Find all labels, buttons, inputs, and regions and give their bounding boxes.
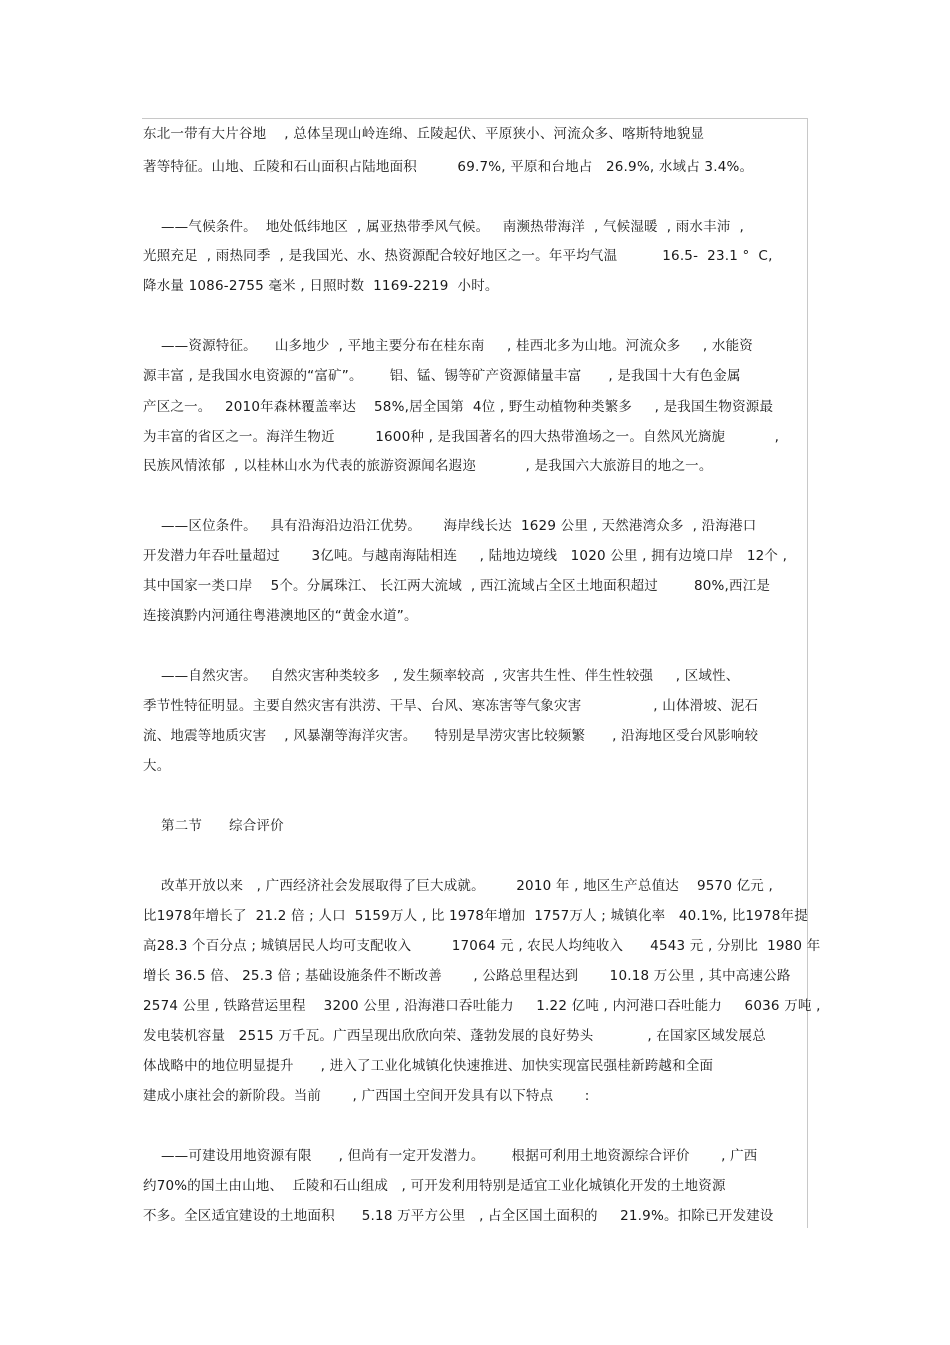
text-line: 发电装机容量 2515 万千瓦。广西呈现出欣欣向荣、蓬勃发展的良好势头 , 在国家区域发展总 [143, 1028, 766, 1044]
text-line: ——资源特征。 山多地少 , 平地主要分布在桂东南 , 桂西北多为山地。河流众多 , 水能资 [143, 338, 753, 354]
text-line: 增长 36.5 倍、 25.3 倍 ; 基础设施条件不断改善 , 公路总里程达到 10.18 万公里 , 其中高速公路 [143, 968, 791, 984]
text-line: 东北一带有大片谷地 , 总体呈现山岭连绵、丘陵起伏、平原狭小、河流众多、喀斯特地貌显 [143, 126, 705, 142]
text-line: 民族风情浓郁 , 以桂林山水为代表的旅游资源闻名遐迩 , 是我国六大旅游目的地之一。 [143, 458, 713, 474]
text-line: 其中国家一类口岸 5个。分属珠江、 长江两大流域 , 西江流域占全区土地面积超过 80%,西江是 [143, 578, 771, 594]
text-line: 连接滇黔内河通往粤港澳地区的“黄金水道”。 [143, 608, 418, 624]
text-line: 流、地震等地质灾害 , 风暴潮等海洋灾害。 特别是旱涝灾害比较频繁 , 沿海地区受台风影响较 [143, 728, 759, 744]
text-line: 比1978年增长了 21.2 倍 ; 人口 5159万人 , 比 1978年增加 1757万人 ; 城镇化率 40.1%, 比1978年提 [143, 908, 808, 924]
text-line: 源丰富 , 是我国水电资源的“富矿”。 铝、锰、锡等矿产资源储量丰富 , 是我国十大有色金属 [143, 368, 741, 384]
text-line: 高28.3 个百分点 ; 城镇居民人均可支配收入 17064 元 , 农民人均纯收入 4543 元 , 分别比 1980 年 [143, 938, 821, 954]
text-line: ——气候条件。 地处低纬地区 , 属亚热带季风气候。 南濒热带海洋 , 气候湿暖 , 雨水丰沛 , [143, 219, 744, 235]
text-line: 建成小康社会的新阶段。当前 , 广西国土空间开发具有以下特点 : [143, 1088, 590, 1104]
text-line: 约70%的国土由山地、 丘陵和石山组成 , 可开发利用特别是适宜工业化城镇化开发的土地资源 [143, 1178, 726, 1194]
text-line: 季节性特征明显。主要自然灾害有洪涝、干旱、台风、寒冻害等气象灾害 , 山体滑坡、泥石 [143, 698, 759, 714]
section-heading: 第二节 综合评价 [143, 818, 284, 834]
text-line: 为丰富的省区之一。海洋生物近 1600种 , 是我国著名的四大热带渔场之一。自然风光旖旎 , [143, 429, 780, 445]
text-line: 大。 [143, 758, 171, 774]
text-line: 产区之一。 2010年森林覆盖率达 58%,居全国第 4位 , 野生动植物种类繁多 , 是我国生物资源最 [143, 399, 774, 415]
text-line: 开发潜力年吞吐量超过 3亿吨。与越南海陆相连 , 陆地边境线 1020 公里 , 拥有边境口岸 12个 , [143, 548, 788, 564]
text-line: ——可建设用地资源有限 , 但尚有一定开发潜力。 根据可利用土地资源综合评价 , 广西 [143, 1148, 758, 1164]
text-line: 体战略中的地位明显提升 , 进入了工业化城镇化快速推进、加快实现富民强桂新跨越和全面 [143, 1058, 714, 1074]
text-line: ——区位条件。 具有沿海沿边沿江优势。 海岸线长达 1629 公里 , 天然港湾众多 , 沿海港口 [143, 518, 757, 534]
text-line: 降水量 1086-2755 毫米 , 日照时数 1169-2219 小时。 [143, 278, 499, 294]
text-line: 改革开放以来 , 广西经济社会发展取得了巨大成就。 2010 年 , 地区生产总值达 9570 亿元 , [143, 878, 773, 894]
text-line: 著等特征。山地、丘陵和石山面积占陆地面积 69.7%, 平原和台地占 26.9%, 水域占 3.4%。 [143, 159, 754, 175]
text-line: ——自然灾害。 自然灾害种类较多 , 发生频率较高 , 灾害共生性、伴生性较强 , 区域性、 [143, 668, 740, 684]
text-line: 不多。全区适宜建设的土地面积 5.18 万平方公里 , 占全区国土面积的 21.9%。扣除已开发建设 [143, 1208, 774, 1224]
text-line: 2574 公里 , 铁路营运里程 3200 公里 , 沿海港口吞吐能力 1.22 亿吨 , 内河港口吞吐能力 6036 万吨 , [143, 998, 821, 1014]
text-line: 光照充足 , 雨热同季 , 是我国光、水、热资源配合较好地区之一。年平均气温 16.5- 23.1 ° C, [143, 248, 773, 264]
page-border-top [142, 118, 808, 119]
